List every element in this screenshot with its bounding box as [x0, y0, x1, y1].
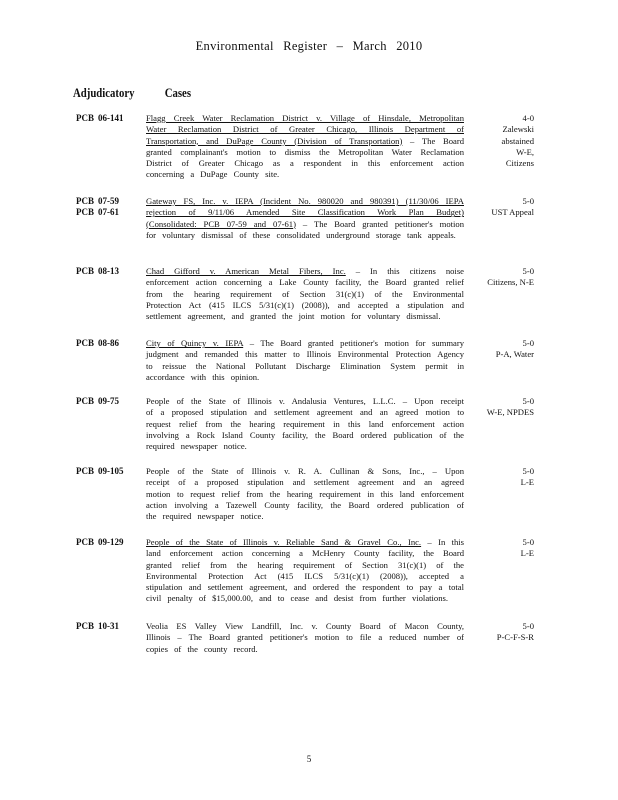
board-vote — [470, 537, 534, 560]
case-title: Flagg Creek Water Reclamation District v. Village of Hinsdale, Metropolitan Water Reclamation District of Greater Chicago, Illinois Department of Transportation, and DuPage County (Division of Transportation) — [146, 113, 464, 146]
case-number — [76, 621, 146, 632]
case-description — [146, 621, 464, 655]
case-description — [146, 196, 464, 241]
board-vote — [470, 338, 534, 361]
case-summary: – In this citizens noise enforcement action concerning a Lake County facility, the Board granted relief from the hearing requirement of Section 31(c)(1) of the Environmental Protection Act (415 ILCS 5/31(c)(1) (2008)), and accepted a stipulation and settlement agreement, and granted the joint motion for voluntary dismissal. — [146, 266, 464, 322]
vote-line: L-E — [520, 548, 534, 559]
case-title: Chad Gifford v. American Metal Fibers, Inc. — [146, 266, 346, 276]
case-id: 07-59 — [98, 196, 119, 206]
case-description — [146, 266, 464, 322]
case-number — [76, 196, 146, 218]
case-summary: – The Board granted petitioner's motion for voluntary dismissal of these consolidated underground storage tank appeals. — [146, 218, 464, 240]
case-summary: – In this land enforcement action concerning a McHenry County facility, the Board granted relief from the hearing requirement of Section 31(c)(1) of the Environmental Protection Act (415 ILCS 5/31(c)(1) (2008)), accepted a stipulation and settlement agreement, and ordered the respondent to pay a total civil penalty of $15,000.00, and to cease and desist from further violations. — [146, 537, 464, 604]
case-summary: – The Board granted complainant's motion to dismiss the Metropolitan Water Reclamation District of Greater Chicago as a respondent in this enforcement action concerning a DuPage County site. — [146, 135, 465, 180]
case-summary: – The Board granted petitioner's motion for summary judgment and remanded this matter to Illinois Environmental Protection Agency to reissue the National Pollutant Discharge Elimination System permit in accordance with this opinion. — [146, 338, 464, 382]
case-title: City of Quincy v. IEPA — [146, 338, 244, 348]
vote-line: 5-0 — [522, 266, 534, 276]
vote-line: 4-0 — [522, 113, 534, 123]
vote-line: Citizens, N-E — [487, 277, 534, 288]
case-title: Gateway FS, Inc. v. IEPA (Incident No. 980020 and 980391) (11/30/06 IEPA rejection of 9/11/06 Amended Site Classification Work Plan Budget) (Consolidated: PCB 07-59 and 07-61) — [146, 196, 464, 229]
page-number: 5 — [306, 754, 312, 764]
case-description — [146, 396, 464, 452]
board-vote — [470, 113, 534, 169]
vote-line: L-E — [520, 477, 534, 488]
vote-line: 5-0 — [522, 396, 534, 406]
case-description — [146, 113, 464, 181]
case-description — [146, 338, 464, 383]
case-description — [146, 466, 464, 522]
case-prefix: PCB — [76, 207, 94, 217]
board-vote — [470, 396, 534, 419]
board-vote — [470, 266, 534, 289]
case-prefix: PCB — [76, 466, 94, 476]
board-vote — [470, 621, 534, 644]
case-id: 09-129 — [98, 537, 124, 547]
case-prefix: PCB — [76, 338, 94, 348]
vote-line: 5-0 — [522, 621, 534, 631]
case-prefix: PCB — [76, 396, 94, 406]
case-number — [76, 466, 146, 477]
case-number — [76, 113, 146, 124]
case-summary: People of the State of Illinois v. R. A. Cullinan & Sons, Inc., – Upon receipt of a proposed stipulation and settlement agreement and an agreed motion to request relief from the hearing requirement in this land enforcement action involving a Tazewell County facility, the Board ordered publication of the required newspaper notice. — [146, 466, 464, 522]
vote-line: UST Appeal — [491, 207, 534, 218]
section-heading — [73, 86, 191, 101]
case-prefix: PCB — [76, 621, 94, 631]
case-id: 08-86 — [98, 338, 119, 348]
case-id: 09-105 — [98, 466, 124, 476]
case-id: 08-13 — [98, 266, 119, 276]
vote-line: P-A, Water — [495, 349, 534, 360]
vote-line: P-C-F-S-R — [496, 632, 534, 643]
vote-line: Citizens — [505, 158, 534, 169]
case-number — [76, 338, 146, 349]
case-summary: Veolia ES Valley View Landfill, Inc. v. County Board of Macon County, Illinois – The Board granted petitioner's motion to file a reduced number of copies of the county record. — [146, 621, 464, 654]
case-number — [76, 396, 146, 407]
vote-line: W-E, — [516, 146, 534, 157]
case-id: 06-141 — [98, 113, 124, 123]
vote-line: 5-0 — [522, 196, 534, 206]
board-vote — [470, 196, 534, 219]
section-title: Adjudicatory — [73, 86, 135, 100]
vote-line: 5-0 — [522, 338, 534, 348]
vote-line: abstained — [501, 135, 534, 146]
case-prefix: PCB — [76, 196, 94, 206]
cases-label: Cases — [164, 86, 192, 100]
case-prefix: PCB — [76, 537, 94, 547]
vote-line: 5-0 — [522, 537, 534, 547]
board-vote — [470, 466, 534, 489]
case-prefix: PCB — [76, 266, 94, 276]
case-title: People of the State of Illinois v. Reliable Sand & Gravel Co., Inc. — [146, 537, 422, 547]
case-id: 09-75 — [98, 396, 119, 406]
case-id: 07-61 — [98, 207, 119, 217]
case-prefix: PCB — [76, 113, 94, 123]
case-number — [76, 266, 146, 277]
case-description — [146, 537, 464, 605]
register-header: Environmental Register – March 2010 — [195, 39, 423, 53]
case-id: 10-31 — [98, 621, 119, 631]
case-summary: People of the State of Illinois v. Andalusia Ventures, L.L.C. – Upon receipt of a proposed stipulation and settlement agreement and an agreed motion to request relief from the hearing requirement in this land enforcement action involving a Rock Island County facility, the Board ordered publication of the required newspaper notice. — [146, 396, 464, 452]
vote-line: Zalewski — [502, 124, 534, 135]
vote-line: 5-0 — [522, 466, 534, 476]
case-number — [76, 537, 146, 548]
vote-line: W-E, NPDES — [486, 407, 534, 418]
